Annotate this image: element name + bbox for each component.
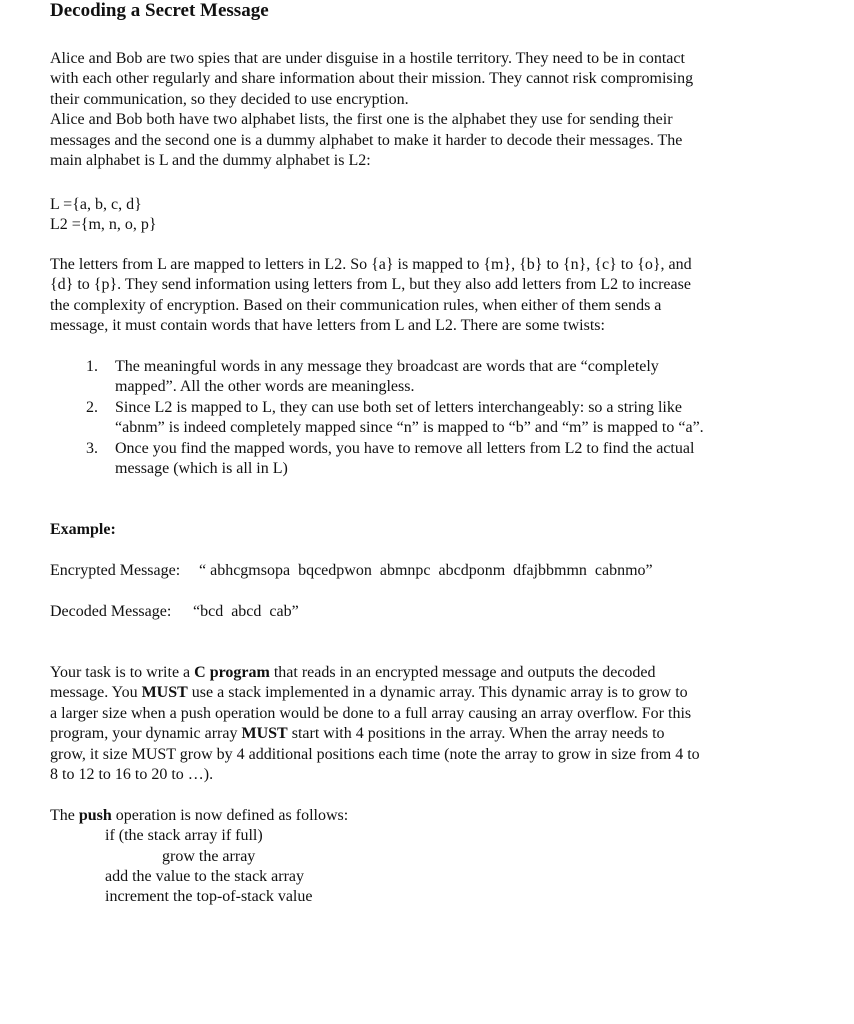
- rule-line: Since L2 is mapped to L, they can use both set of letters interchangeably: so a string like: [115, 399, 682, 416]
- rule-line: “abnm” is indeed completely mapped since “n” is mapped to “b” and “m” is mapped to “a”.: [115, 419, 704, 436]
- task-line: [50, 663, 700, 683]
- rule-line: message (which is all in L): [115, 460, 288, 477]
- page-title: Decoding a Secret Message: [50, 0, 269, 21]
- intro-line: Alice and Bob are two spies that are under disguise in a hostile territory. They need to be in contact: [50, 50, 685, 67]
- intro-line: Alice and Bob both have two alphabet lists, the first one is the alphabet they use for sending their: [50, 111, 673, 129]
- encrypted-label: Encrypted Message:: [50, 562, 181, 579]
- rule-item: [115, 439, 694, 479]
- rule-number: 1.: [86, 358, 98, 375]
- intro-line: messages and the second one is a dummy alphabet to make it harder to decode their messages. The: [50, 131, 683, 149]
- task-text: program, your dynamic array: [50, 725, 242, 743]
- pseudocode-line: if (the stack array if full): [105, 827, 263, 844]
- task-text: use a stack implemented in a dynamic array. This dynamic array is to grow to: [187, 684, 688, 702]
- rule-line: The meaningful words in any message they broadcast are words that are “completely: [115, 358, 659, 375]
- task-line: [50, 724, 700, 744]
- rule-item: [115, 357, 659, 397]
- task-paragraph: [50, 663, 700, 785]
- task-emphasis: MUST: [241, 725, 288, 743]
- mapping-line: {d} to {p}. They send information using letters from L, but they also add letters from L2 to increase: [50, 276, 691, 294]
- intro-paragraph: [50, 49, 693, 171]
- rule-number: 2.: [86, 399, 98, 416]
- intro-line: with each other regularly and share information about their mission. They cannot risk compromising: [50, 70, 694, 88]
- task-text: Your task is to write a: [50, 664, 195, 681]
- push-text: operation is now defined as follows:: [111, 807, 349, 824]
- push-text: The: [50, 807, 79, 824]
- task-line: 8 to 12 to 16 to 20 to …).: [50, 766, 214, 784]
- task-text: start with 4 positions in the array. When the array needs to: [287, 725, 665, 743]
- task-emphasis: MUST: [141, 684, 188, 702]
- push-keyword: push: [78, 807, 112, 824]
- task-emphasis: C program: [194, 664, 270, 681]
- alphabet-l2: L2 ={m, n, o, p}: [50, 216, 157, 233]
- example-heading: Example:: [50, 521, 116, 538]
- mapping-line: message, it must contain words that have letters from L and L2. There are some twists:: [50, 317, 605, 335]
- rule-item: [115, 398, 704, 438]
- mapping-line: the complexity of encryption. Based on their communication rules, when either of them sends a: [50, 296, 662, 314]
- decoded-label: Decoded Message:: [50, 603, 172, 620]
- task-text: message. You: [50, 684, 142, 702]
- intro-line: main alphabet is L and the dummy alphabet is L2:: [50, 152, 371, 170]
- rule-line: mapped”. All the other words are meaningless.: [115, 378, 415, 395]
- mapping-line: The letters from L are mapped to letters in L2. So {a} is mapped to {m}, {b} to {n}, {c} to {o}, and: [50, 256, 692, 273]
- pseudocode-line: add the value to the stack array: [105, 868, 305, 885]
- push-intro: [50, 806, 348, 826]
- rule-number: 3.: [86, 440, 98, 457]
- decoded-value: “bcd abcd cab”: [193, 603, 299, 620]
- task-text: that reads in an encrypted message and outputs the decoded: [269, 664, 656, 681]
- rule-line: Once you find the mapped words, you have to remove all letters from L2 to find the actual: [115, 440, 695, 457]
- intro-line: their communication, so they decided to use encryption.: [50, 90, 409, 108]
- encrypted-value: “ abhcgmsopa bqcedpwon abmnpc abcdponm dfajbbmmn cabnmo”: [199, 562, 653, 579]
- mapping-paragraph: [50, 255, 692, 337]
- task-line: grow, it size MUST grow by 4 additional positions each time (note the array to grow in size from 4 to: [50, 745, 700, 763]
- pseudocode-line: increment the top-of-stack value: [105, 888, 313, 905]
- pseudocode-line: grow the array: [162, 848, 256, 865]
- alphabet-l: L ={a, b, c, d}: [50, 196, 142, 213]
- task-line: a larger size when a push operation would be done to a full array causing an array overflow. For this: [50, 704, 692, 722]
- task-line: [50, 683, 700, 703]
